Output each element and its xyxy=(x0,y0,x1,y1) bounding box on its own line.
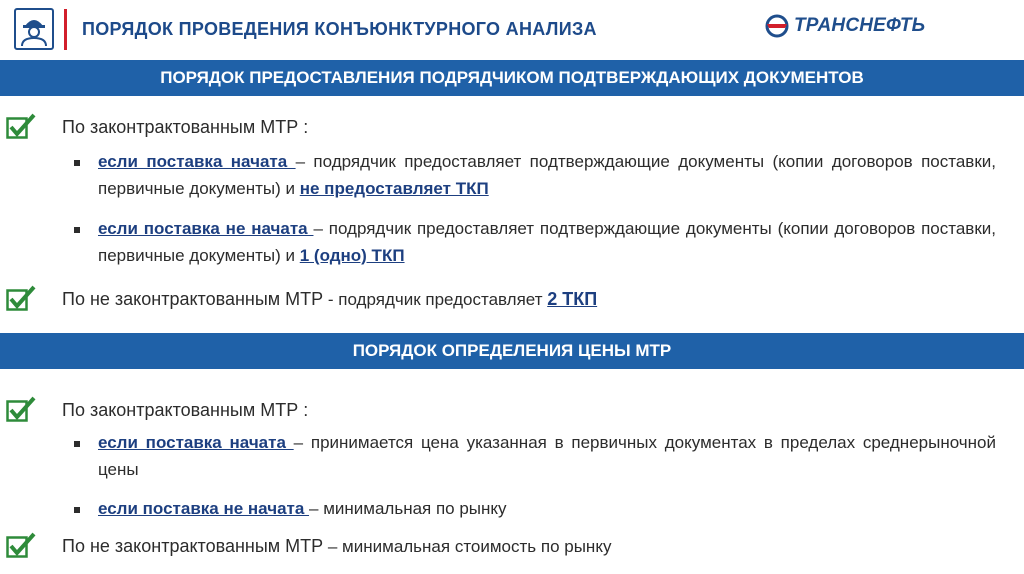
condition-text: – подрядчик предоставляет подтверждающие документы (копии договоров поставки, первичные документы) и xyxy=(98,219,996,265)
section-2-sub-started xyxy=(98,429,996,483)
section-1-sub-not-started xyxy=(98,215,996,269)
checkbox-checked-icon xyxy=(6,113,36,139)
checkbox-checked-icon xyxy=(6,532,36,558)
page-title: ПОРЯДОК ПРОВЕДЕНИЯ КОНЪЮНКТУРНОГО АНАЛИЗА xyxy=(82,19,597,39)
condition-text: – принимается цена указанная в первичных документах в пределах среднерыночной цены xyxy=(98,433,996,479)
condition-text: – подрядчик предоставляет подтверждающие документы (копии договоров поставки, первичные документы) и xyxy=(98,152,996,198)
condition-label: если поставка начата xyxy=(98,152,296,171)
header xyxy=(0,0,1024,60)
condition-text: – минимальная по рынку xyxy=(309,499,507,518)
checkbox-checked-icon xyxy=(6,396,36,422)
item-text: – минимальная стоимость по рынку xyxy=(323,537,612,556)
item-lead: По не законтрактованным МТР xyxy=(62,536,324,556)
worker-helmet-icon xyxy=(14,8,54,50)
section-1-title: ПОРЯДОК ПРЕДОСТАВЛЕНИЯ ПОДРЯДЧИКОМ ПОДТВЕРЖДАЮЩИХ ДОКУМЕНТОВ xyxy=(0,60,1024,96)
checkbox-checked-icon xyxy=(6,285,36,311)
section-1-item-contracted: По законтрактованным МТР : xyxy=(62,117,309,137)
item-lead: По не законтрактованным МТР xyxy=(62,289,324,309)
bullet-icon xyxy=(74,441,80,447)
logo-text: ТРАНСНЕФТЬ xyxy=(794,15,926,36)
transneft-logo xyxy=(764,14,925,38)
condition-emphasis: 1 (одно) ТКП xyxy=(299,246,405,265)
bullet-icon xyxy=(74,160,80,166)
section-2-item-not-contracted xyxy=(62,536,611,557)
section-2-sub-not-started xyxy=(98,495,996,522)
section-1-sub-started xyxy=(98,148,996,202)
item-emphasis: 2 ТКП xyxy=(547,289,598,309)
item-text: - подрядчик предоставляет xyxy=(323,290,548,309)
condition-emphasis: не предоставляет ТКП xyxy=(299,179,489,198)
condition-label: если поставка не начата xyxy=(98,499,310,518)
bullet-icon xyxy=(74,227,80,233)
condition-label: если поставка начата xyxy=(98,433,294,452)
transneft-logo-icon xyxy=(764,14,790,38)
header-divider xyxy=(64,9,67,50)
section-2-item-contracted: По законтрактованным МТР : xyxy=(62,400,309,420)
section-2-title: ПОРЯДОК ОПРЕДЕЛЕНИЯ ЦЕНЫ МТР xyxy=(0,333,1024,369)
section-1-item-not-contracted xyxy=(62,289,597,310)
bullet-icon xyxy=(74,507,80,513)
condition-label: если поставка не начата xyxy=(98,219,314,238)
